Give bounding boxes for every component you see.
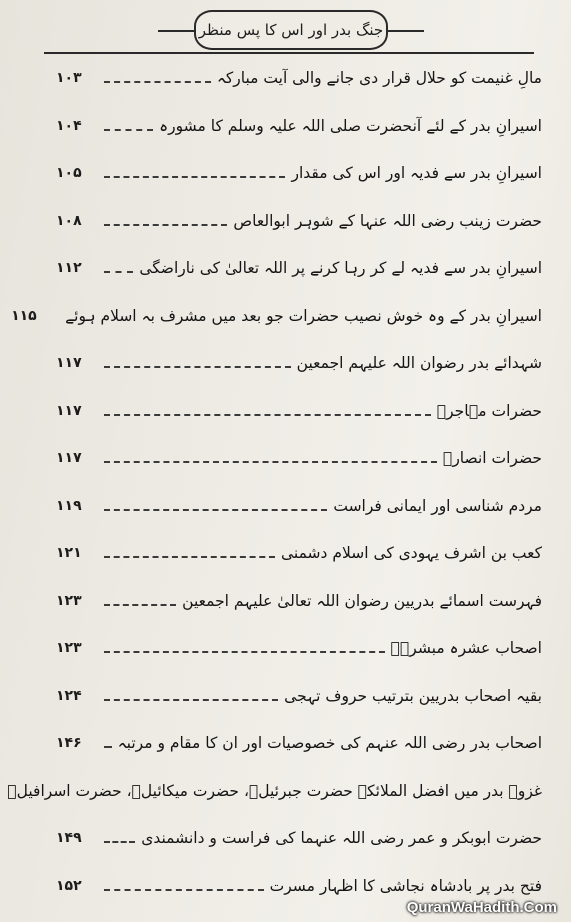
toc-page-number: ۱۰۸ [56,212,82,229]
toc-entry [56,628,542,668]
toc-page-number: ۱۱۹ [56,497,82,514]
dotted-leader [104,509,327,511]
toc-entry-title: مالِ غنیمت کو حلال قرار دی جانے والی آیت مبارکہ [216,69,542,87]
toc-page-number: ۱۰۳ [56,70,82,86]
toc-entry [11,296,542,336]
site-watermark: QuranWaHadith.Com [406,899,557,916]
dotted-leader [104,366,291,368]
dotted-leader [104,556,275,558]
dotted-leader [104,604,176,606]
toc-page-number: ۱۰۵ [56,165,82,181]
toc-entry [56,391,542,431]
toc-entry [56,201,542,241]
toc-page-number: ۱۱۵ [11,307,37,324]
toc-entry [56,818,542,858]
toc-entry [56,438,542,478]
dotted-leader [104,414,431,416]
toc-entry [56,533,542,573]
toc-entry [56,676,542,716]
toc-page-number: ۱۲۴ [56,687,82,704]
toc-entry [56,58,542,98]
dotted-leader [104,176,285,178]
page-title: جنگ بدر اور اس کا پس منظر [198,21,384,39]
toc-entry [56,486,542,526]
dotted-leader [104,699,278,701]
toc-page-number: ۱۱۷ [56,402,82,419]
toc-entry-title: فتح بدر پر بادشاہ نجاشی کا اظہار مسرت [269,876,542,895]
toc-entry [56,343,542,383]
dotted-leader [104,461,437,463]
toc-entry [56,248,542,288]
toc-entry-title: حضرت ابوبکر و عمر رضی اللہ عنہما کی فراست و دانشمندی [141,829,542,847]
toc-entry-title: غزوہ بدر میں افضل الملائکہ حضرت جبرئیلؑ، حضرت میکائیلؑ، حضرت اسرافیلؑ [7,781,542,800]
toc-page-number: ۱۰۴ [56,117,82,134]
dotted-leader [104,129,153,131]
toc-entry-title: حضرات مہاجرؓ [436,401,542,420]
toc-entry-title: اصحاب عشرہ مبشرہؓ [390,639,542,657]
toc-page-number: ۱۲۳ [56,640,82,656]
toc-page-number: ۱۱۷ [56,450,82,466]
toc-entry-title: فہرست اسمائے بدریین رضوان اللہ تعالیٰ علیہم اجمعین [182,591,542,610]
dotted-leader [104,651,385,653]
toc-entry-title: شہدائے بدر رضوان اللہ علیہم اجمعین [296,354,542,372]
dotted-leader [104,841,135,843]
toc-entry [56,106,542,146]
toc-page-number: ۱۲۱ [56,545,82,561]
toc-entry-title: اسیرانِ بدر کے وہ خوش نصیب حضرات جو بعد میں مشرف بہ اسلام ہوئے [65,306,542,325]
dotted-leader [104,224,227,226]
toc-entry-title: مردم شناسی اور ایمانی فراست [333,496,542,515]
dotted-leader [104,271,133,273]
toc-entry-title: اسیرانِ بدر کے لئے آنحضرت صلی اللہ علیہ وسلم کا مشورہ [159,116,542,135]
toc-entry-title: حضرت زینب رضی اللہ عنہا کے شوہر ابوالعاص [233,211,542,230]
dotted-leader [104,889,264,891]
toc-page-number: ۱۲۳ [56,592,82,609]
toc-entry-title: کعب بن اشرف یہودی کی اسلام دشمنی [281,544,542,562]
toc-entry [56,723,542,763]
toc-entry-title: اسیرانِ بدر سے فدیہ اور اس کی مقدار [291,164,542,182]
toc-entry [56,581,542,621]
toc-entry [7,771,542,811]
toc-entry-title: حضرات انصارؓ [443,449,542,467]
toc-page-number: ۱۱۷ [56,355,82,371]
toc-entry-title: بقیہ اصحاب بدریین بترتیب حروف تہجی [284,686,542,705]
toc-page-number: ۱۱۲ [56,260,82,276]
dotted-leader [104,81,211,83]
toc-page-number: ۱۵۲ [56,877,82,894]
dotted-leader [104,746,112,748]
toc-entry-title: اصحاب بدر رضی اللہ عنہم کی خصوصیات اور ان کا مقام و مرتبہ [117,734,542,752]
toc-page-number: ۱۴۶ [56,735,82,751]
toc-entry-title: اسیرانِ بدر سے فدیہ لے کر رہا کرنے پر اللہ تعالیٰ کی ناراضگی [139,259,542,277]
toc-entry [56,153,542,193]
toc-page-number: ۱۴۹ [56,830,82,846]
